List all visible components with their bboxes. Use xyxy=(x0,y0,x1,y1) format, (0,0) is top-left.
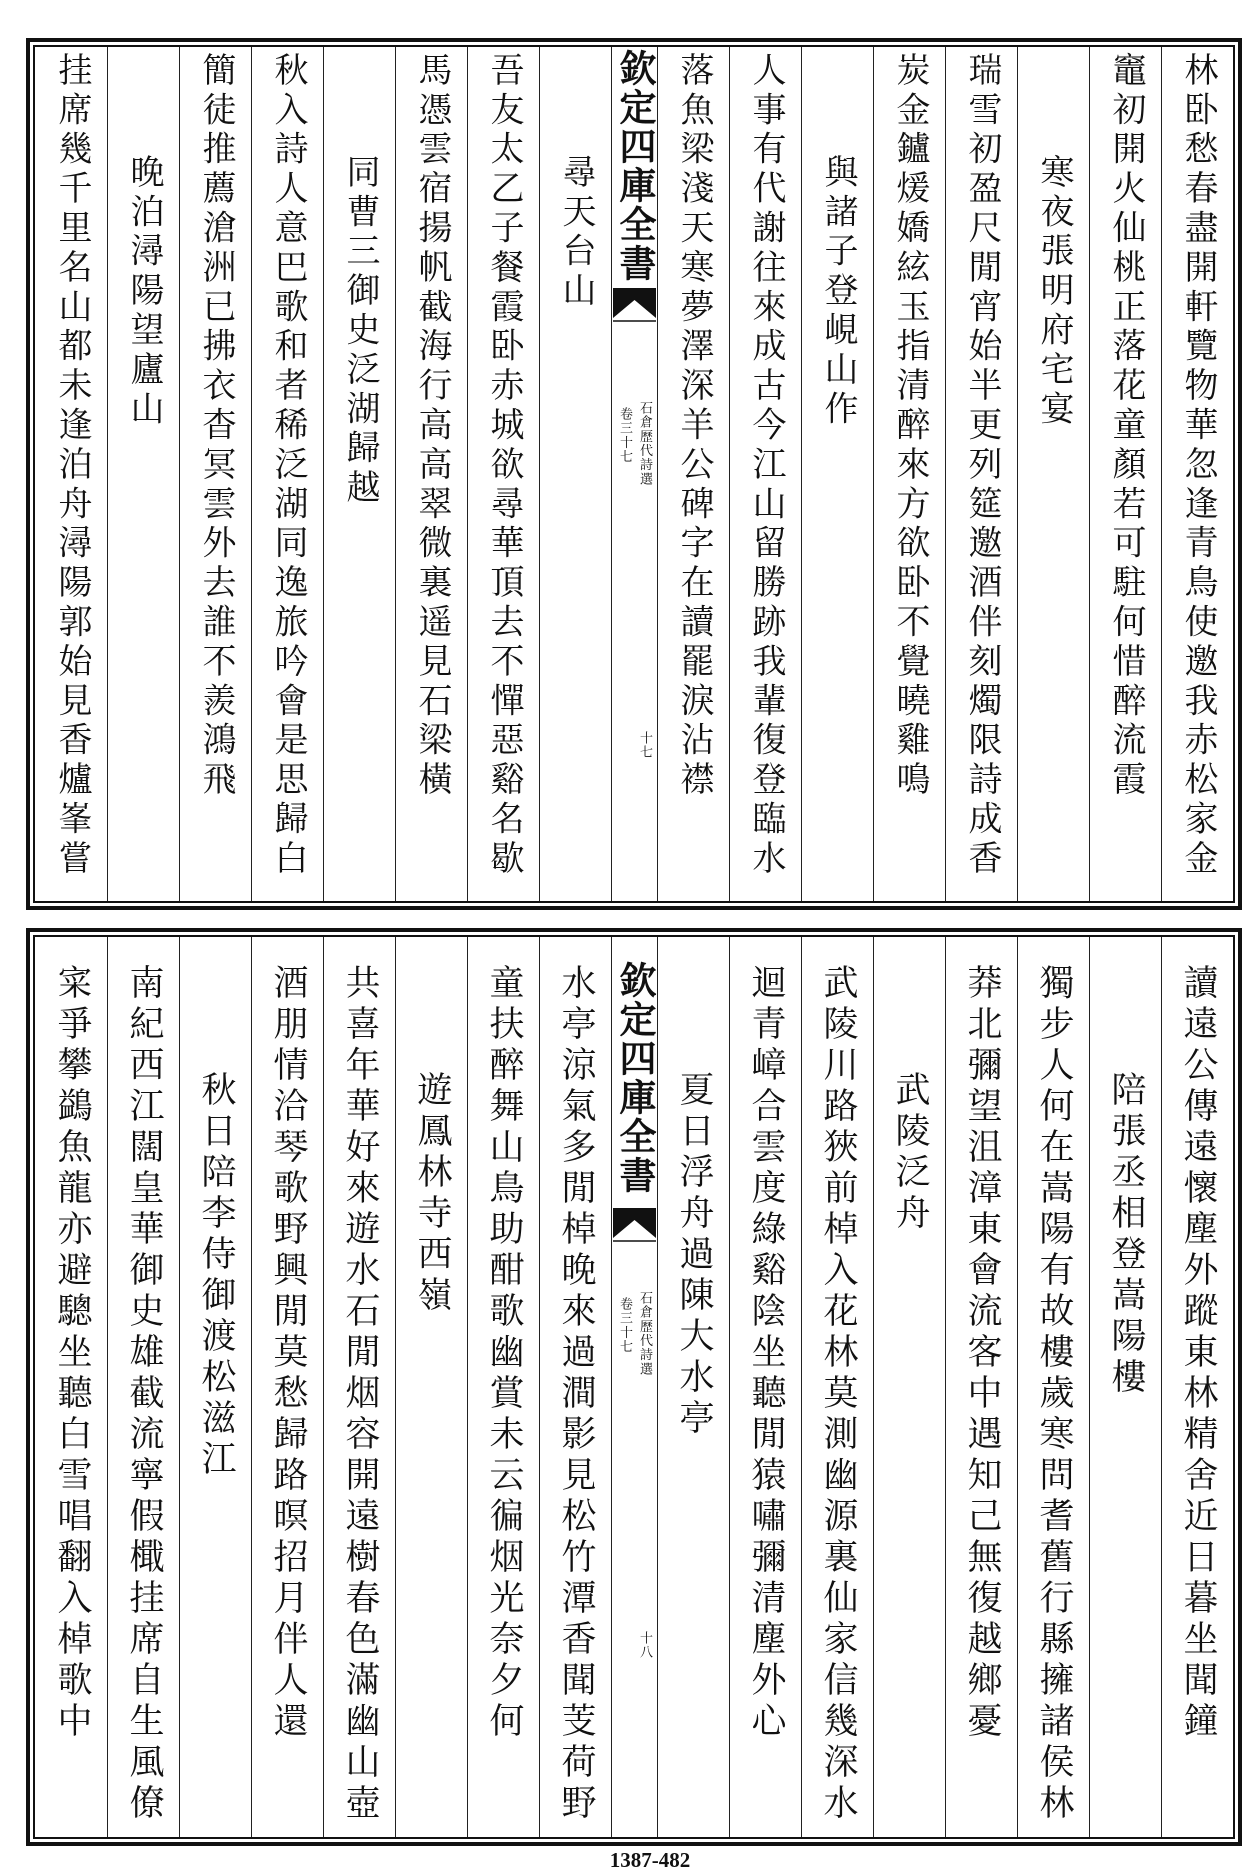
volume-number: 卷三十七 xyxy=(617,407,632,464)
text-column: 馬憑雲宿揚帆截海行高高翠微裏遥見石梁橫 xyxy=(395,47,467,901)
fishtail-mark-icon xyxy=(613,1208,656,1242)
collection-header: 欽定四庫全書 xyxy=(613,961,657,1195)
text-column: 獨步人何在嵩陽有故樓歲寒問耆舊行縣擁諸侯林 xyxy=(1017,937,1089,1837)
poem-title: 晚泊潯陽望廬山 xyxy=(107,47,179,901)
text-column: 人事有代謝往來成古今江山留勝跡我輩復登臨水 xyxy=(729,47,801,901)
volume-number: 卷三十七 xyxy=(617,1297,632,1354)
text-column: 讀遠公傳遠懷塵外蹤東林精舍近日暮坐聞鐘 xyxy=(1161,937,1233,1837)
fishtail-mark-icon xyxy=(613,288,656,322)
text-column: 南紀西江闊皇華御史雄截流寧假檝挂席自生風僚 xyxy=(107,937,179,1837)
poem-title: 夏日浮舟過陳大水亭 xyxy=(657,937,729,1837)
poem-title: 與諸子登峴山作 xyxy=(801,47,873,901)
text-column: 炭金鑪煖嬌絃玉指清醉來方欲卧不覺曉雞鳴 xyxy=(873,47,945,901)
poem-title: 武陵泛舟 xyxy=(873,937,945,1837)
poem-title: 同曹三御史泛湖歸越 xyxy=(323,47,395,901)
bottom-leaf xyxy=(26,928,1242,1846)
center-fold-column xyxy=(611,937,657,1837)
poem-title: 寒夜張明府宅宴 xyxy=(1017,47,1089,901)
folio-number: 十八 xyxy=(637,1631,652,1660)
top-leaf-text-frame xyxy=(33,45,1235,903)
text-column: 挂席幾千里名山都未逢泊舟潯陽郭始見香爐峯嘗 xyxy=(52,52,92,880)
book-title: 石倉歷代詩選 xyxy=(637,401,652,487)
page-number: 1387-482 xyxy=(609,1848,691,1872)
bottom-leaf-text-frame xyxy=(33,935,1235,1839)
poem-title: 秋日陪李侍御渡松滋江 xyxy=(179,937,251,1837)
text-column: 竈初開火仙桃正落花童顏若可駐何惜醉流霞 xyxy=(1089,47,1161,901)
text-column: 童扶醉舞山鳥助酣歌幽賞未云徧烟光奈夕何 xyxy=(467,937,539,1837)
text-column: 落魚梁淺天寒夢澤深羊公碑字在讀罷淚沾襟 xyxy=(657,47,729,901)
text-column: 吾友太乙子餐霞卧赤城欲尋華頂去不憚惡谿名歇 xyxy=(467,47,539,901)
text-column: 酒朋情洽琴歌野興閒莫愁歸路暝招月伴人還 xyxy=(251,937,323,1837)
collection-header: 欽定四庫全書 xyxy=(613,49,657,283)
text-column: 迴青嶂合雲度綠谿陰坐聽閒猿嘯彌清塵外心 xyxy=(729,937,801,1837)
text-column: 寀爭攀鷁魚龍亦避驄坐聽白雪唱翻入棹歌中 xyxy=(52,964,92,1743)
text-column: 瑞雪初盈尺閒宵始半更列筵邀酒伴刻燭限詩成香 xyxy=(945,47,1017,901)
poem-title: 陪張丞相登嵩陽樓 xyxy=(1089,937,1161,1837)
text-column: 林卧愁春盡開軒覽物華忽逢青鳥使邀我赤松家金 xyxy=(1161,47,1233,901)
text-column: 水亭涼氣多閒棹晚來過澗影見松竹潭香聞芰荷野 xyxy=(539,937,611,1837)
text-column: 武陵川路狹前棹入花林莫測幽源裏仙家信幾深水 xyxy=(801,937,873,1837)
text-column: 簡徒推薦滄洲已拂衣杳冥雲外去誰不羨鴻飛 xyxy=(179,47,251,901)
poem-title: 尋天台山 xyxy=(539,47,611,901)
top-leaf xyxy=(26,38,1242,910)
folio-number: 十七 xyxy=(637,731,652,760)
book-title: 石倉歷代詩選 xyxy=(637,1291,652,1377)
center-fold-column xyxy=(611,47,657,901)
text-column: 共喜年華好來遊水石閒烟容開遠樹春色滿幽山壺 xyxy=(323,937,395,1837)
poem-title: 遊鳳林寺西嶺 xyxy=(395,937,467,1837)
text-column: 秋入詩人意巴歌和者稀泛湖同逸旅吟會是思歸白 xyxy=(251,47,323,901)
text-column: 莽北彌望沮漳東會流客中遇知己無復越鄉憂 xyxy=(945,937,1017,1837)
